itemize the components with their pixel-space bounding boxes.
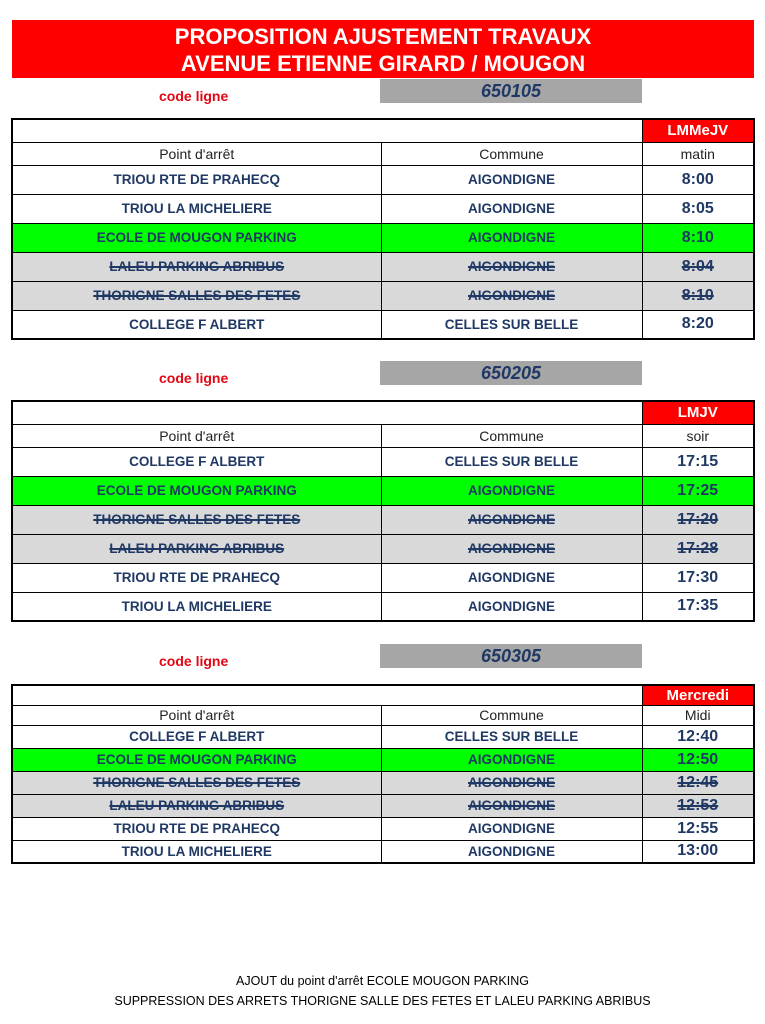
title-banner	[12, 20, 754, 78]
stop-name: TRIOU LA MICHELIERE	[121, 201, 272, 216]
column-header-row	[12, 424, 754, 447]
commune-name: AIGONDIGNE	[467, 172, 555, 187]
commune-column-header: Commune	[381, 142, 642, 165]
table-row	[12, 165, 754, 194]
table-row	[12, 592, 754, 621]
stop-name: COLLEGE F ALBERT	[129, 729, 265, 744]
stop-name: TRIOU RTE DE PRAHECQ	[113, 570, 280, 585]
stop-column-header: Point d'arrêt	[12, 142, 381, 165]
commune-name: CELLES SUR BELLE	[444, 729, 579, 744]
departure-time: 12:53	[677, 796, 719, 814]
departure-time: 17:25	[677, 481, 719, 499]
table-blank-header	[12, 685, 642, 705]
departure-time: 8:10	[681, 228, 714, 246]
stop-name: THORIGNE SALLES DES FETES	[93, 775, 301, 790]
departure-time: 17:28	[677, 539, 719, 557]
departure-time: 8:20	[681, 315, 714, 333]
stop-name: LALEU PARKING ABRIBUS	[109, 798, 285, 813]
stop-name: ECOLE DE MOUGON PARKING	[96, 483, 297, 498]
line-code-box: 650205	[380, 361, 642, 385]
stop-name: COLLEGE F ALBERT	[129, 454, 265, 469]
commune-name: CELLES SUR BELLE	[444, 316, 579, 332]
schedule-table	[11, 400, 755, 622]
departure-time: 13:00	[677, 842, 719, 860]
departure-time: 12:40	[677, 727, 719, 745]
commune-name: CELLES SUR BELLE	[444, 454, 579, 469]
code-ligne-label: code ligne	[159, 370, 229, 386]
commune-name: AIGONDIGNE	[467, 512, 555, 527]
stop-name: ECOLE DE MOUGON PARKING	[96, 230, 297, 245]
table-row-removed	[12, 794, 754, 817]
table-row	[12, 817, 754, 840]
departure-time: 17:15	[677, 452, 719, 470]
commune-name: AIGONDIGNE	[467, 259, 555, 274]
departure-time: 17:30	[677, 568, 719, 586]
stop-name: TRIOU RTE DE PRAHECQ	[113, 821, 280, 836]
stop-name: LALEU PARKING ABRIBUS	[109, 541, 285, 556]
commune-column-header: Commune	[381, 705, 642, 725]
column-header-row	[12, 705, 754, 725]
column-header-row	[12, 142, 754, 165]
departure-time: 17:20	[677, 510, 719, 528]
commune-name: AIGONDIGNE	[467, 288, 555, 303]
title-line-1: PROPOSITION AJUSTEMENT TRAVAUX	[174, 24, 592, 49]
commune-name: AIGONDIGNE	[467, 541, 555, 556]
period-header: soir	[642, 424, 754, 447]
departure-time: 8:10	[681, 286, 714, 304]
days-badge: LMJV	[642, 401, 754, 424]
departure-time: 8:05	[681, 199, 714, 217]
departure-time: 12:50	[677, 750, 719, 768]
table-blank-header	[12, 119, 642, 142]
footer-note-removed: SUPPRESSION DES ARRETS THORIGNE SALLE DES FETES ET LALEU PARKING ABRIBUS	[114, 994, 651, 1008]
commune-name: AIGONDIGNE	[467, 798, 555, 813]
stop-column-header: Point d'arrêt	[12, 705, 381, 725]
departure-time: 12:55	[677, 819, 719, 837]
commune-name: AIGONDIGNE	[467, 201, 555, 216]
table-row	[12, 840, 754, 863]
code-ligne-label: code ligne	[159, 88, 229, 104]
period-header: matin	[642, 142, 754, 165]
days-badge: LMMeJV	[642, 119, 754, 142]
departure-time: 8:00	[681, 170, 714, 188]
stop-column-header: Point d'arrêt	[12, 424, 381, 447]
table-row-removed	[12, 771, 754, 794]
commune-name: AIGONDIGNE	[467, 843, 555, 859]
stop-name: THORIGNE SALLES DES FETES	[93, 512, 301, 527]
line-code-box: 650305	[380, 644, 642, 668]
title-line-2: AVENUE ETIENNE GIRARD / MOUGON	[180, 51, 586, 76]
stop-name: TRIOU LA MICHELIERE	[121, 598, 272, 614]
table-row-removed	[12, 281, 754, 310]
table-row-added	[12, 476, 754, 505]
commune-name: AIGONDIGNE	[467, 230, 555, 245]
stop-name: LALEU PARKING ABRIBUS	[109, 259, 285, 274]
stop-name: TRIOU LA MICHELIERE	[121, 843, 272, 859]
table-blank-header	[12, 401, 642, 424]
table-row-added	[12, 748, 754, 771]
table-row	[12, 725, 754, 748]
commune-name: AIGONDIGNE	[467, 821, 555, 836]
schedule-table	[11, 118, 755, 340]
period-header: Midi	[642, 705, 754, 725]
line-code-box: 650105	[380, 79, 642, 103]
table-row-removed	[12, 252, 754, 281]
commune-name: AIGONDIGNE	[467, 775, 555, 790]
code-ligne-label: code ligne	[159, 653, 229, 669]
departure-time: 8:04	[681, 257, 714, 275]
table-row	[12, 194, 754, 223]
commune-column-header: Commune	[381, 424, 642, 447]
stop-name: COLLEGE F ALBERT	[129, 316, 265, 332]
departure-time: 17:35	[677, 597, 719, 615]
commune-name: AIGONDIGNE	[467, 483, 555, 498]
schedule-table	[11, 684, 755, 864]
stop-name: TRIOU RTE DE PRAHECQ	[113, 172, 280, 187]
table-row	[12, 310, 754, 339]
days-badge: Mercredi	[642, 685, 754, 705]
table-row-added	[12, 223, 754, 252]
table-row-removed	[12, 534, 754, 563]
commune-name: AIGONDIGNE	[467, 752, 555, 767]
stop-name: THORIGNE SALLES DES FETES	[93, 288, 301, 303]
footer-note-added: AJOUT du point d'arrêt ECOLE MOUGON PARKING	[236, 974, 529, 988]
table-row-removed	[12, 505, 754, 534]
table-row	[12, 563, 754, 592]
departure-time: 12:45	[677, 773, 719, 791]
table-row	[12, 447, 754, 476]
commune-name: AIGONDIGNE	[467, 570, 555, 585]
commune-name: AIGONDIGNE	[467, 598, 555, 614]
stop-name: ECOLE DE MOUGON PARKING	[96, 752, 297, 767]
